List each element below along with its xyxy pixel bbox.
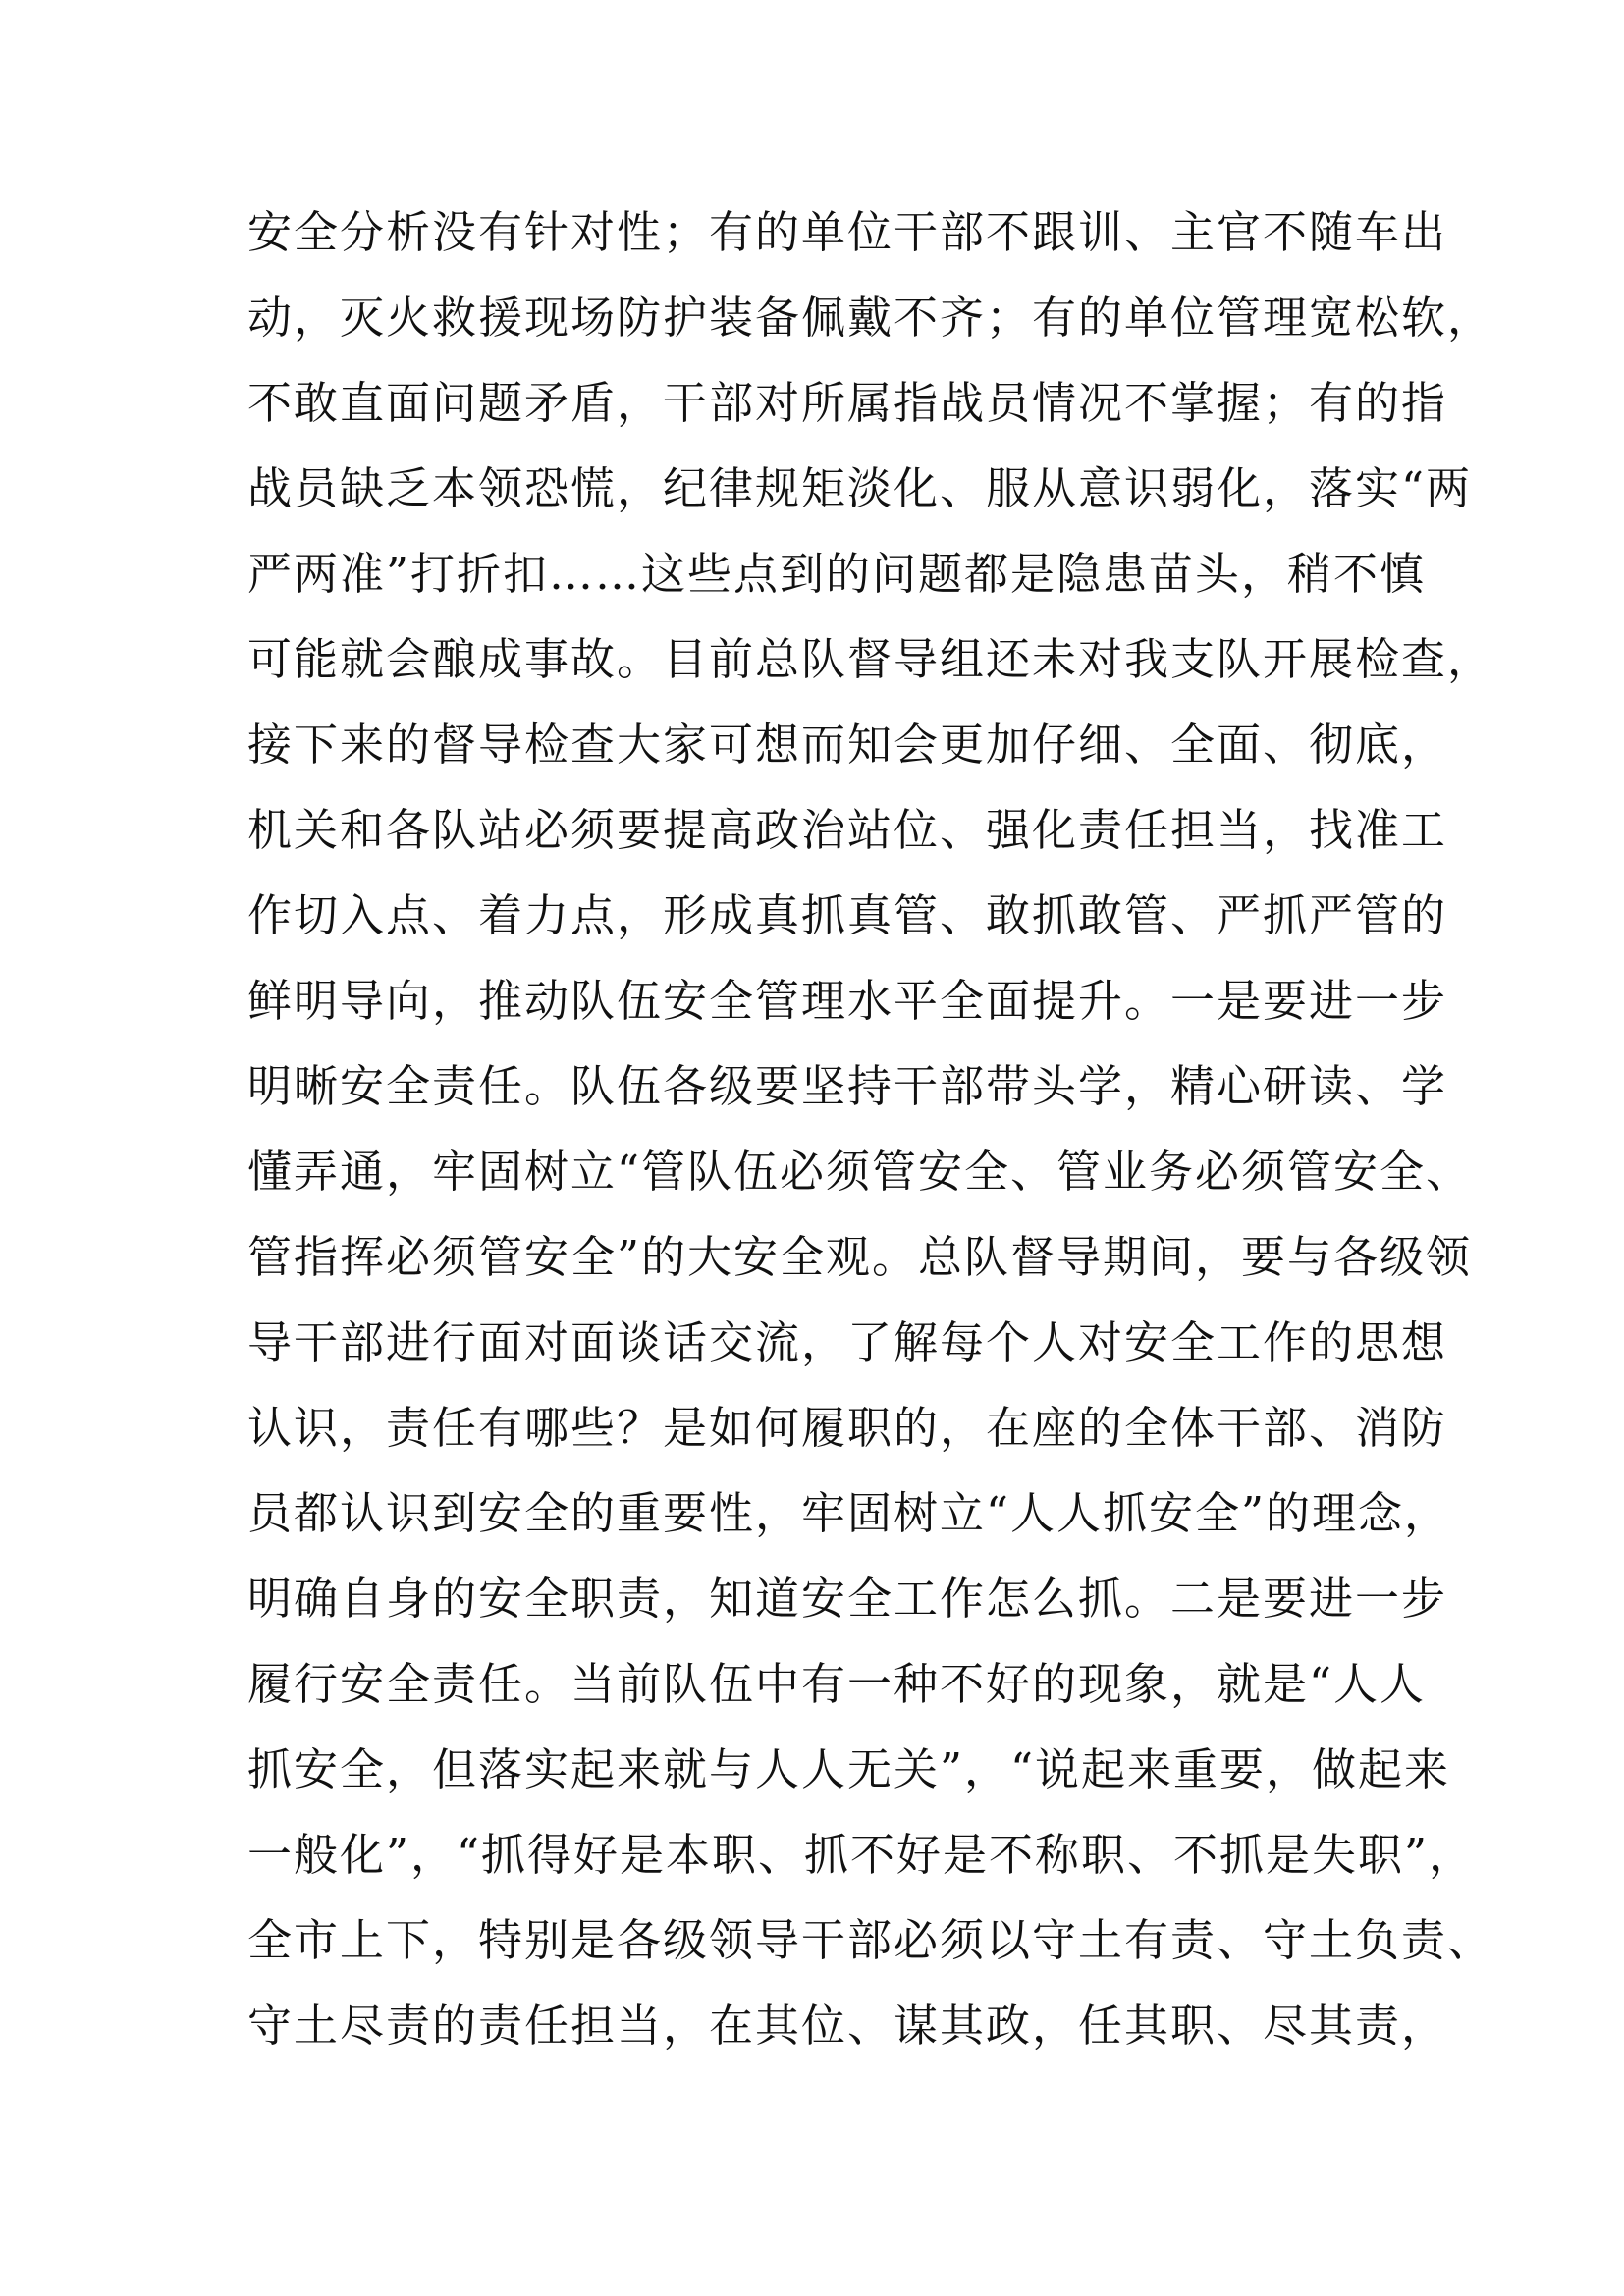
text-line: 安全分析没有针对性；有的单位干部不跟训、主官不随车出	[247, 206, 1448, 258]
text-line: 鲜明导向，推动队伍安全管理水平全面提升。一是要进一步	[247, 975, 1448, 1027]
text-line: 认识，责任有哪些？是如何履职的，在座的全体干部、消防	[247, 1402, 1448, 1454]
text-line: 可能就会酿成事故。目前总队督导组还未对我支队开展检查，	[247, 633, 1494, 685]
text-line: 员都认识到安全的重要性，牢固树立“人人抓安全”的理念，	[247, 1487, 1451, 1539]
text-line: 战员缺乏本领恐慌，纪律规矩淡化、服从意识弱化，落实“两	[247, 462, 1473, 514]
text-line: 明晰安全责任。队伍各级要坚持干部带头学，精心研读、学	[247, 1060, 1448, 1112]
text-line: 懂弄通，牢固树立“管队伍必须管安全、管业务必须管安全、	[247, 1146, 1473, 1198]
text-line: 守土尽责的责任担当，在其位、谋其政，任其职、尽其责，	[247, 2000, 1448, 2052]
text-line: 机关和各队站必须要提高政治站位、强化责任担当，找准工	[247, 804, 1448, 856]
text-line: 履行安全责任。当前队伍中有一种不好的现象，就是“人人	[247, 1658, 1427, 1710]
text-line: 作切入点、着力点，形成真抓真管、敢抓敢管、严抓严管的	[247, 889, 1448, 941]
text-line: 一般化”，“抓得好是本职、抓不好是不称职、不抓是失职”，	[247, 1829, 1476, 1881]
text-line: 明确自身的安全职责，知道安全工作怎么抓。二是要进一步	[247, 1573, 1448, 1625]
text-line: 接下来的督导检查大家可想而知会更加仔细、全面、彻底，	[247, 719, 1448, 771]
text-line: 动，灭火救援现场防护装备佩戴不齐；有的单位管理宽松软，	[247, 292, 1494, 344]
text-line: 不敢直面问题矛盾，干部对所属指战员情况不掌握；有的指	[247, 377, 1448, 429]
text-line: 严两准”打折扣……这些点到的问题都是隐患苗头，稍不慎	[247, 548, 1427, 600]
text-line: 管指挥必须管安全”的大安全观。总队督导期间，要与各级领	[247, 1231, 1473, 1283]
body-text	[247, 189, 1494, 2068]
text-line: 抓安全，但落实起来就与人人无关”，“说起来重要，做起来	[247, 1743, 1451, 1795]
text-line: 全市上下，特别是各级领导干部必须以守土有责、守土负责、	[247, 1914, 1494, 1966]
text-line: 导干部进行面对面谈话交流，了解每个人对安全工作的思想	[247, 1316, 1448, 1368]
